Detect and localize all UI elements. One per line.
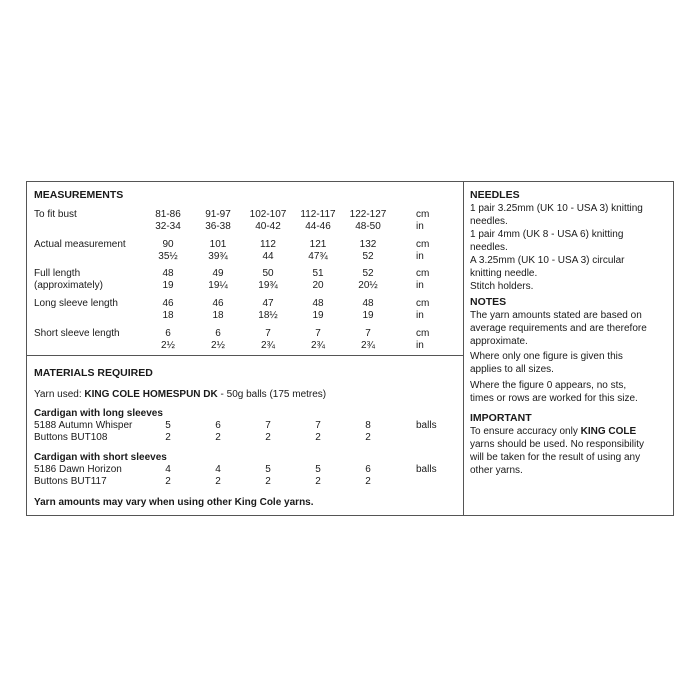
measurement-cm-value: 91-97 [205,209,231,220]
measurement-in-value: 20½ [358,280,378,291]
measurement-cm-value: 50 [262,268,274,279]
measurement-in-value: 2½ [211,340,225,351]
yarn-balls-value: 6 [365,464,371,475]
measurement-in-value: 19¾ [258,280,278,291]
unit-balls: balls [416,464,437,475]
unit-cm: cm [416,328,430,339]
measurement-in-value: 18½ [258,310,278,321]
measurement-cm-value: 7 [265,328,271,339]
buttons-value: 2 [165,432,171,443]
measurement-cm-value: 47 [262,298,274,309]
unit-cm: cm [416,209,430,220]
measurement-label: To fit bust [34,209,77,220]
notes-line: Where only one figure is given this [470,351,623,362]
measurement-cm-value: 48 [362,298,374,309]
measurement-label: Long sleeve length [34,298,118,309]
measurement-cm-value: 7 [315,328,321,339]
needles-line: 1 pair 4mm (UK 8 - USA 6) knitting [470,229,624,240]
measurement-cm-value: 48 [162,268,174,279]
measurement-label: Actual measurement [34,239,126,250]
notes-line: average requirements and are therefore [470,323,647,334]
measurement-in-value: 32-34 [155,221,181,232]
measurement-in-value: 44-46 [305,221,331,232]
buttons-value: 2 [365,432,371,443]
notes-line: approximate. [470,336,528,347]
yarn-balls-value: 5 [265,464,271,475]
measurement-in-value: 19 [162,280,174,291]
important-line [470,426,636,437]
yarn-balls-value: 5 [165,420,171,431]
unit-cm: cm [416,298,430,309]
yarn-shade-label: 5186 Dawn Horizon [34,464,122,475]
measurement-cm-value: 51 [312,268,324,279]
unit-cm: cm [416,268,430,279]
yarn-shade-label: 5188 Autumn Whisper [34,420,133,431]
buttons-value: 2 [265,432,271,443]
yarn-used-line [34,389,326,400]
yarn-name: KING COLE HOMESPUN DK [84,389,218,400]
measurement-in-value: 20 [312,280,324,291]
cardigan-group-title: Cardigan with short sleeves [34,452,167,463]
important-heading: IMPORTANT [470,412,532,424]
buttons-value: 2 [165,476,171,487]
measurement-label: Short sleeve length [34,328,120,339]
measurement-in-value: 2¾ [261,340,275,351]
important-brand: KING COLE [580,426,637,437]
measurement-cm-value: 6 [165,328,171,339]
buttons-label: Buttons BUT108 [34,432,108,443]
materials-footer: Yarn amounts may vary when using other King Cole yarns. [34,497,314,508]
measurement-in-value: 19 [362,310,374,321]
buttons-value: 2 [315,476,321,487]
measurement-in-value: 48-50 [355,221,381,232]
measurement-in-value: 19 [312,310,324,321]
measurement-cm-value: 81-86 [155,209,181,220]
yarn-balls-value: 4 [215,464,221,475]
measurement-in-value: 2¾ [311,340,325,351]
measurement-label: Full length [34,268,81,279]
measurement-in-value: 2¾ [361,340,375,351]
buttons-value: 2 [315,432,321,443]
needles-line: Stitch holders. [470,281,534,292]
measurement-in-value: 52 [362,251,374,262]
cardigan-group-title: Cardigan with long sleeves [34,408,163,419]
measurement-cm-value: 102-107 [249,209,287,220]
measurement-cm-value: 7 [365,328,371,339]
unit-in: in [416,221,424,232]
buttons-value: 2 [265,476,271,487]
notes-line: applies to all sizes. [470,364,554,375]
needles-line: needles. [470,242,508,253]
measurement-cm-value: 6 [215,328,221,339]
measurement-in-value: 19¼ [208,280,228,291]
yarn-balls-value: 6 [215,420,221,431]
column-divider [463,181,464,516]
needles-line: knitting needle. [470,268,538,279]
section-divider [26,355,464,356]
buttons-value: 2 [215,476,221,487]
yarn-balls-value: 7 [315,420,321,431]
notes-line: The yarn amounts stated are based on [470,310,642,321]
unit-in: in [416,310,424,321]
measurement-cm-value: 49 [212,268,224,279]
measurement-cm-value: 101 [209,239,227,250]
needles-line: 1 pair 3.25mm (UK 10 - USA 3) knitting [470,203,643,214]
measurement-cm-value: 121 [309,239,327,250]
measurement-cm-value: 46 [212,298,224,309]
measurement-label-note: (approximately) [34,280,103,291]
materials-heading: MATERIALS REQUIRED [34,367,153,379]
measurement-in-value: 18 [212,310,224,321]
yarn-balls-value: 5 [315,464,321,475]
measurement-cm-value: 112-117 [300,209,336,220]
measurement-in-value: 18 [162,310,174,321]
needles-line: A 3.25mm (UK 10 - USA 3) circular [470,255,625,266]
buttons-value: 2 [365,476,371,487]
yarn-balls-value: 8 [365,420,371,431]
buttons-value: 2 [215,432,221,443]
measurement-in-value: 39¾ [208,251,228,262]
yarn-used-suffix: - 50g balls (175 metres) [217,389,327,400]
measurement-in-value: 2½ [161,340,175,351]
buttons-label: Buttons BUT117 [34,476,107,487]
yarn-used-prefix: Yarn used: [34,389,85,400]
measurement-in-value: 44 [262,251,274,262]
measurement-cm-value: 48 [312,298,324,309]
yarn-balls-value: 7 [265,420,271,431]
measurement-cm-value: 46 [162,298,174,309]
needles-line: needles. [470,216,508,227]
important-prefix: To ensure accuracy only [470,426,581,437]
measurement-cm-value: 90 [162,239,174,250]
measurement-cm-value: 122-127 [349,209,387,220]
measurement-in-value: 47¾ [308,251,328,262]
measurement-in-value: 40-42 [255,221,281,232]
unit-cm: cm [416,239,430,250]
measurements-heading: MEASUREMENTS [34,189,124,201]
measurement-cm-value: 132 [359,239,377,250]
notes-heading: NOTES [470,296,507,308]
unit-in: in [416,251,424,262]
measurement-in-value: 35½ [158,251,178,262]
notes-line: times or rows are worked for this size. [470,393,638,404]
unit-in: in [416,340,424,351]
measurement-in-value: 36-38 [205,221,231,232]
needles-heading: NEEDLES [470,189,520,201]
measurement-cm-value: 112 [260,239,276,250]
important-line: will be taken for the result of using any [470,452,641,463]
important-line: yarns should be used. No responsibility [470,439,644,450]
important-line: other yarns. [470,465,523,476]
measurement-cm-value: 52 [362,268,374,279]
yarn-balls-value: 4 [165,464,171,475]
unit-balls: balls [416,420,437,431]
unit-in: in [416,280,424,291]
notes-line: Where the figure 0 appears, no sts, [470,380,627,391]
